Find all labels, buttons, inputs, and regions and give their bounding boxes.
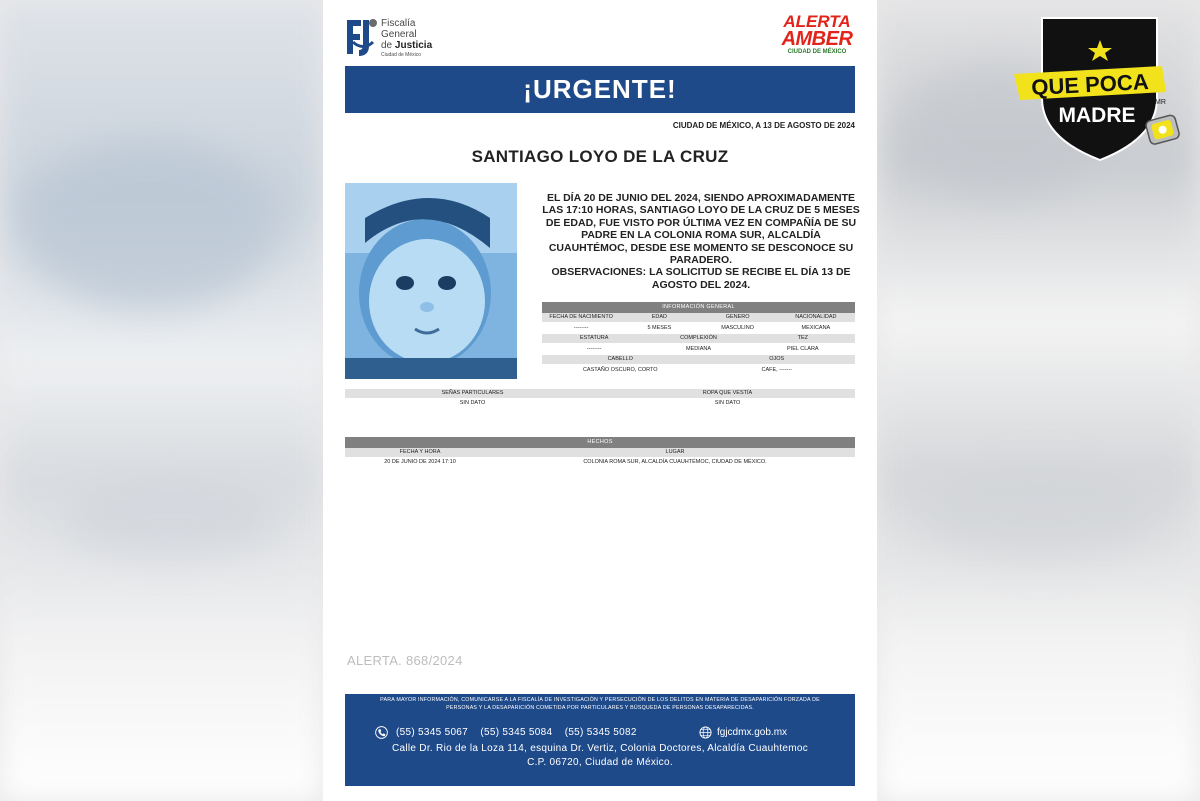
baby-photo-icon: [345, 183, 517, 379]
label-clothing: ROPA QUE VESTÍA: [702, 390, 753, 396]
fgj-line2: General: [381, 29, 417, 40]
value-height: --------: [586, 346, 602, 352]
info-row1-values: [542, 322, 855, 334]
watermark-line1: QUE POCA: [1030, 68, 1150, 101]
label-gender: GENERO: [725, 314, 750, 320]
watermark-line2: MADRE: [1058, 104, 1136, 127]
amber-line3: CIUDAD DE MÉXICO: [787, 49, 847, 55]
label-hair: CABELLO: [607, 356, 633, 362]
alert-document: [323, 0, 877, 801]
amber-line1: ALERTA: [783, 12, 851, 31]
label-date-time: FECHA Y HORA: [399, 449, 441, 455]
info-row2-labels: [542, 334, 855, 343]
facts-values: [345, 457, 855, 468]
value-hair: CASTAÑO OSCURO, CORTO: [582, 367, 658, 373]
date-line: CIUDAD DE MÉXICO, A 13 DE AGOSTO DE 2024: [672, 121, 855, 130]
blurred-shape: [20, 140, 280, 310]
label-complexion: TEZ: [797, 335, 809, 341]
value-build: MEDIANA: [685, 346, 712, 352]
general-info-table: [542, 302, 855, 376]
value-distinguishing-marks: SIN DATO: [459, 400, 486, 406]
blurred-shape: [920, 470, 1160, 560]
document-header: [345, 14, 855, 66]
general-info-title: INFORMACIÓN GENERAL: [542, 302, 855, 313]
label-build: COMPLEXIÓN: [680, 335, 717, 341]
value-gender: MASCULINO: [721, 325, 754, 331]
fgj-logo: [345, 14, 455, 66]
urgent-banner: ¡URGENTE!: [345, 66, 855, 113]
label-height: ESTATURA: [579, 335, 609, 341]
amber-line2: AMBER: [781, 28, 853, 50]
value-date-time: 20 DE JUNIO DE 2024 17:10: [384, 459, 456, 465]
watermark-mark: MR: [1155, 99, 1166, 106]
missing-person-name: SANTIAGO LOYO DE LA CRUZ: [471, 147, 729, 166]
info-row3-values: [542, 364, 855, 376]
address-line2: C.P. 06720, Ciudad de México.: [527, 757, 673, 768]
info-row3-labels: [542, 355, 855, 364]
que-poca-madre-watermark-logo: [1012, 14, 1192, 164]
value-complexion: PIEL CLARA: [787, 346, 819, 352]
website-link[interactable]: fgjcdmx.gob.mx: [717, 727, 788, 738]
fgj-emblem-icon: [345, 16, 379, 60]
label-age: EDAD: [651, 314, 668, 320]
blurred-background-left: [0, 0, 323, 801]
facts-title: HECHOS: [345, 437, 855, 448]
address-line1: Calle Dr. Rio de la Loza 114, esquina Dr. Vertiz, Colonia Doctores, Alcaldía Cuauhtemoc: [391, 743, 809, 754]
alert-number: ALERTA. 868/2024: [347, 653, 463, 668]
value-nationality: MEXICANA: [801, 325, 831, 331]
fgj-line3-bold: Justicia: [394, 40, 433, 51]
globe-icon: [699, 726, 712, 739]
value-birthdate: --------: [573, 325, 589, 331]
value-clothing: SIN DATO: [714, 400, 741, 406]
alerta-amber-logo: [781, 14, 853, 66]
marks-labels: [345, 389, 855, 398]
observations-text: OBSERVACIONES: LA SOLICITUD SE RECIBE EL DÍA 13 DE AGOSTO DEL 2024.: [551, 266, 851, 291]
fgj-line3-pre: de: [381, 40, 395, 51]
marks-values: [345, 398, 855, 409]
value-eyes: CAFE, -------: [761, 367, 793, 373]
fgj-line3: [381, 40, 432, 51]
label-nationality: NACIONALIDAD: [795, 314, 837, 320]
marks-clothing-table: [345, 389, 855, 409]
blurred-shape: [60, 480, 280, 560]
fgj-wordmark: [381, 18, 432, 59]
label-distinguishing-marks: SEÑAS PARTICULARES: [441, 390, 504, 396]
fgj-line4: Ciudad de México: [381, 52, 422, 58]
address: [345, 742, 855, 770]
facts-table: [345, 437, 855, 468]
info-row1-labels: [542, 313, 855, 322]
fgj-line1: Fiscalía: [381, 18, 416, 29]
phone-icon: [375, 726, 388, 739]
description-text: EL DÍA 20 DE JUNIO DEL 2024, SIENDO APROXIMADAMENTE LAS 17:10 HORAS, SANTIAGO LOYO DE LA CRUZ DE 5 MESES DE EDAD, FUE VISTO POR ÚLTIMA VEZ EN COMPAÑÍA DE SU PADRE EN LA COLONIA ROMA SUR, ALCALDÍA CUAUHTÉMOC, DESDE ESE MOMENTO SE DESCONOCE SU PARADERO.: [542, 192, 860, 267]
label-birthdate: FECHA DE NACIMIENTO: [549, 314, 613, 320]
value-age: 5 MESES: [647, 325, 672, 331]
missing-person-photo: [345, 183, 517, 379]
footer-info-text: PARA MAYOR INFORMACIÓN, COMUNICARSE A LA FISCALÍA DE INVESTIGACIÓN Y PERSECUCIÓN DE LOS DELITOS EN MATERIA DE DESAPARICIÓN FORZADA DE PERSONAS Y LA DESAPARICIÓN COMETIDA POR PARTICULARES Y BÚSQUEDA DE PERSONAS DESAPARECIDAS.: [380, 697, 820, 711]
shield-logo-icon: [1012, 14, 1192, 164]
value-place: COLONIA ROMA SUR, ALCALDÍA CUAUHTÉMOC, CIUDAD DE MÉXICO.: [583, 459, 767, 465]
incident-description: [541, 192, 861, 291]
info-row2-values: [542, 343, 855, 355]
facts-labels: [345, 448, 855, 457]
label-place: LUGAR: [665, 449, 685, 455]
label-eyes: OJOS: [769, 356, 785, 362]
phone-numbers[interactable]: (55) 5345 5067 (55) 5345 5084 (55) 5345 5082: [396, 727, 637, 738]
contact-footer: [345, 694, 855, 786]
